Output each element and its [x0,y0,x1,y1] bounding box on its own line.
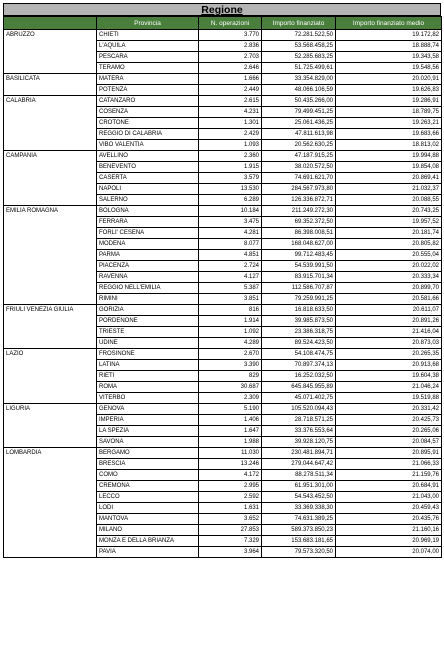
operations-cell: 3.579 [199,173,262,184]
average-cell: 20.425,73 [336,415,442,426]
province-cell: RIMINI [97,294,199,305]
average-cell: 21.043,00 [336,492,442,503]
province-cell: IMPERIA [97,415,199,426]
amount-cell: 153.683.181,65 [262,536,336,547]
amount-cell: 52.285.683,25 [262,52,336,63]
operations-cell: 5.387 [199,283,262,294]
average-cell: 20.265,35 [336,349,442,360]
amount-cell: 284.567.973,80 [262,184,336,195]
operations-cell: 2.429 [199,129,262,140]
table-row [4,151,442,162]
province-cell: BENEVENTO [97,162,199,173]
province-cell: BRESCIA [97,459,199,470]
average-cell: 21.032,37 [336,184,442,195]
province-cell: PARMA [97,250,199,261]
header-importo-medio: Importo finanziato medio [336,17,442,30]
province-cell: LA SPEZIA [97,426,199,437]
amount-cell: 23.386.318,75 [262,327,336,338]
province-cell: PAVIA [97,547,199,558]
amount-cell: 16.818.633,50 [262,305,336,316]
amount-cell: 54.543.452,50 [262,492,336,503]
operations-cell: 4.127 [199,272,262,283]
province-cell: MANTOVA [97,514,199,525]
average-cell: 19.286,91 [336,96,442,107]
average-cell: 18.813,02 [336,140,442,151]
amount-cell: 211.249.272,30 [262,206,336,217]
operations-cell: 2.360 [199,151,262,162]
province-cell: CROTONE [97,118,199,129]
header-region [4,17,97,30]
province-cell: VITERBO [97,393,199,404]
operations-cell: 1.093 [199,140,262,151]
table-row [4,448,442,459]
province-cell: TERAMO [97,63,199,74]
operations-cell: 13.530 [199,184,262,195]
province-cell: COMO [97,470,199,481]
amount-cell: 74.631.389,25 [262,514,336,525]
province-cell: CREMONA [97,481,199,492]
table-title: Regione [3,3,441,16]
operations-cell: 1.631 [199,503,262,514]
region-cell: EMILIA ROMAGNA [4,206,97,305]
province-cell: MONZA E DELLA BRIANZA [97,536,199,547]
amount-cell: 61.951.301,00 [262,481,336,492]
amount-cell: 230.481.894,71 [262,448,336,459]
region-cell: LIGURIA [4,404,97,448]
amount-cell: 168.048.627,00 [262,239,336,250]
province-cell: CHIETI [97,30,199,41]
amount-cell: 45.071.402,75 [262,393,336,404]
amount-cell: 48.066.106,59 [262,85,336,96]
amount-cell: 79.259.991,25 [262,294,336,305]
operations-cell: 1.988 [199,437,262,448]
operations-cell: 1.092 [199,327,262,338]
amount-cell: 51.725.499,61 [262,63,336,74]
amount-cell: 20.562.630,25 [262,140,336,151]
amount-cell: 28.718.571,25 [262,415,336,426]
province-cell: TRIESTE [97,327,199,338]
operations-cell: 3.964 [199,547,262,558]
region-cell: CALABRIA [4,96,97,151]
province-cell: COSENZA [97,107,199,118]
amount-cell: 126.336.872,71 [262,195,336,206]
operations-cell: 13.246 [199,459,262,470]
average-cell: 20.891,26 [336,316,442,327]
average-cell: 19.343,58 [336,52,442,63]
operations-cell: 4.289 [199,338,262,349]
operations-cell: 3.475 [199,217,262,228]
average-cell: 20.459,43 [336,503,442,514]
operations-cell: 2.703 [199,52,262,63]
operations-cell: 27.853 [199,525,262,536]
operations-cell: 2.724 [199,261,262,272]
province-cell: POTENZA [97,85,199,96]
amount-cell: 79.573.320,50 [262,547,336,558]
operations-cell: 3.770 [199,30,262,41]
province-cell: PESCARA [97,52,199,63]
province-cell: RAVENNA [97,272,199,283]
average-cell: 20.899,70 [336,283,442,294]
table-body [4,30,442,558]
average-cell: 19.548,56 [336,63,442,74]
average-cell: 20.088,55 [336,195,442,206]
average-cell: 20.331,42 [336,404,442,415]
amount-cell: 33.376.553,64 [262,426,336,437]
amount-cell: 39.928.120,75 [262,437,336,448]
amount-cell: 645.845.955,89 [262,382,336,393]
amount-cell: 54.539.991,50 [262,261,336,272]
province-cell: CATANZARO [97,96,199,107]
region-cell: LAZIO [4,349,97,404]
amount-cell: 69.352.372,50 [262,217,336,228]
average-cell: 20.895,91 [336,448,442,459]
operations-cell: 7.329 [199,536,262,547]
province-cell: MODENA [97,239,199,250]
average-cell: 19.957,52 [336,217,442,228]
average-cell: 20.555,04 [336,250,442,261]
table-row [4,305,442,316]
operations-cell: 1.406 [199,415,262,426]
operations-cell: 1.666 [199,74,262,85]
average-cell: 20.684,91 [336,481,442,492]
operations-cell: 4.851 [199,250,262,261]
average-cell: 21.416,04 [336,327,442,338]
operations-cell: 2.309 [199,393,262,404]
operations-cell: 816 [199,305,262,316]
amount-cell: 112.586.707,87 [262,283,336,294]
operations-cell: 3.851 [199,294,262,305]
header-row [4,17,442,30]
average-cell: 18.888,74 [336,41,442,52]
average-cell: 18.789,75 [336,107,442,118]
region-cell: FRIULI VENEZIA GIULIA [4,305,97,349]
average-cell: 20.913,68 [336,360,442,371]
average-cell: 20.181,74 [336,228,442,239]
amount-cell: 53.568.458,25 [262,41,336,52]
average-cell: 19.994,88 [336,151,442,162]
amount-cell: 89.524.423,50 [262,338,336,349]
province-cell: NAPOLI [97,184,199,195]
operations-cell: 1.301 [199,118,262,129]
average-cell: 19.263,21 [336,118,442,129]
average-cell: 19.683,66 [336,129,442,140]
region-cell: BASILICATA [4,74,97,96]
average-cell: 20.333,34 [336,272,442,283]
operations-cell: 6.289 [199,195,262,206]
amount-cell: 72.281.522,50 [262,30,336,41]
province-cell: BOLOGNA [97,206,199,217]
average-cell: 19.519,88 [336,393,442,404]
average-cell: 20.743,25 [336,206,442,217]
average-cell: 20.435,76 [336,514,442,525]
header-provincia: Provincia [97,17,199,30]
province-cell: PIACENZA [97,261,199,272]
average-cell: 21.046,24 [336,382,442,393]
amount-cell: 47.187.915,25 [262,151,336,162]
region-cell: LOMBARDIA [4,448,97,558]
operations-cell: 2.995 [199,481,262,492]
region-cell: CAMPANIA [4,151,97,206]
average-cell: 21.159,76 [336,470,442,481]
amount-cell: 50.435.266,00 [262,96,336,107]
province-cell: CASERTA [97,173,199,184]
average-cell: 20.581,66 [336,294,442,305]
average-cell: 20.265,06 [336,426,442,437]
amount-cell: 33.354.829,00 [262,74,336,85]
operations-cell: 1.915 [199,162,262,173]
operations-cell: 3.652 [199,514,262,525]
amount-cell: 86.398.008,51 [262,228,336,239]
spreadsheet [3,3,441,558]
operations-cell: 5.190 [199,404,262,415]
table-row [4,206,442,217]
province-cell: VIBO VALENTIA [97,140,199,151]
table-row [4,96,442,107]
amount-cell: 589.373.850,23 [262,525,336,536]
amount-cell: 79.499.451,25 [262,107,336,118]
average-cell: 19.604,38 [336,371,442,382]
region-cell: ABRUZZO [4,30,97,74]
operations-cell: 2.670 [199,349,262,360]
province-cell: REGGIO NELL'EMILIA [97,283,199,294]
amount-cell: 54.108.474,75 [262,349,336,360]
operations-cell: 10.184 [199,206,262,217]
province-cell: GENOVA [97,404,199,415]
average-cell: 20.873,03 [336,338,442,349]
province-cell: REGGIO DI CALABRIA [97,129,199,140]
province-cell: FERRARA [97,217,199,228]
province-cell: L'AQUILA [97,41,199,52]
average-cell: 20.869,41 [336,173,442,184]
province-cell: ROMA [97,382,199,393]
operations-cell: 1.914 [199,316,262,327]
average-cell: 20.084,57 [336,437,442,448]
province-cell: AVELLINO [97,151,199,162]
amount-cell: 83.915.701,34 [262,272,336,283]
province-cell: LATINA [97,360,199,371]
province-cell: PORDENONE [97,316,199,327]
average-cell: 20.022,02 [336,261,442,272]
province-cell: MILANO [97,525,199,536]
operations-cell: 2.836 [199,41,262,52]
amount-cell: 70.897.374,13 [262,360,336,371]
province-cell: BERGAMO [97,448,199,459]
amount-cell: 39.985.873,50 [262,316,336,327]
amount-cell: 279.044.647,42 [262,459,336,470]
operations-cell: 829 [199,371,262,382]
table-row [4,30,442,41]
header-n-operazioni: N. operazioni [199,17,262,30]
amount-cell: 25.061.436,25 [262,118,336,129]
table-row [4,404,442,415]
header-importo-finanziato: Importo finanziato [262,17,336,30]
average-cell: 20.020,91 [336,74,442,85]
operations-cell: 1.647 [199,426,262,437]
operations-cell: 4.172 [199,470,262,481]
operations-cell: 11.030 [199,448,262,459]
table-row [4,74,442,85]
average-cell: 20.969,19 [336,536,442,547]
operations-cell: 2.646 [199,63,262,74]
operations-cell: 30.687 [199,382,262,393]
amount-cell: 33.369.338,30 [262,503,336,514]
province-cell: SAVONA [97,437,199,448]
average-cell: 19.854,08 [336,162,442,173]
average-cell: 21.160,16 [336,525,442,536]
province-cell: UDINE [97,338,199,349]
amount-cell: 88.278.511,34 [262,470,336,481]
amount-cell: 47.811.613,98 [262,129,336,140]
average-cell: 21.066,33 [336,459,442,470]
province-cell: FROSINONE [97,349,199,360]
province-cell: GORIZIA [97,305,199,316]
amount-cell: 99.712.483,45 [262,250,336,261]
amount-cell: 74.691.621,70 [262,173,336,184]
operations-cell: 8.077 [199,239,262,250]
operations-cell: 3.390 [199,360,262,371]
operations-cell: 2.449 [199,85,262,96]
amount-cell: 16.252.032,50 [262,371,336,382]
average-cell: 20.805,82 [336,239,442,250]
province-cell: LECCO [97,492,199,503]
operations-cell: 2.592 [199,492,262,503]
table-row [4,349,442,360]
amount-cell: 105.520.094,43 [262,404,336,415]
average-cell: 19.626,83 [336,85,442,96]
amount-cell: 38.020.572,50 [262,162,336,173]
province-cell: MATERA [97,74,199,85]
operations-cell: 4.231 [199,107,262,118]
province-cell: LODI [97,503,199,514]
province-cell: FORLI' CESENA [97,228,199,239]
province-cell: RIETI [97,371,199,382]
average-cell: 19.172,82 [336,30,442,41]
data-table [3,16,442,558]
average-cell: 20.611,07 [336,305,442,316]
operations-cell: 4.281 [199,228,262,239]
operations-cell: 2.615 [199,96,262,107]
province-cell: SALERNO [97,195,199,206]
average-cell: 20.074,00 [336,547,442,558]
